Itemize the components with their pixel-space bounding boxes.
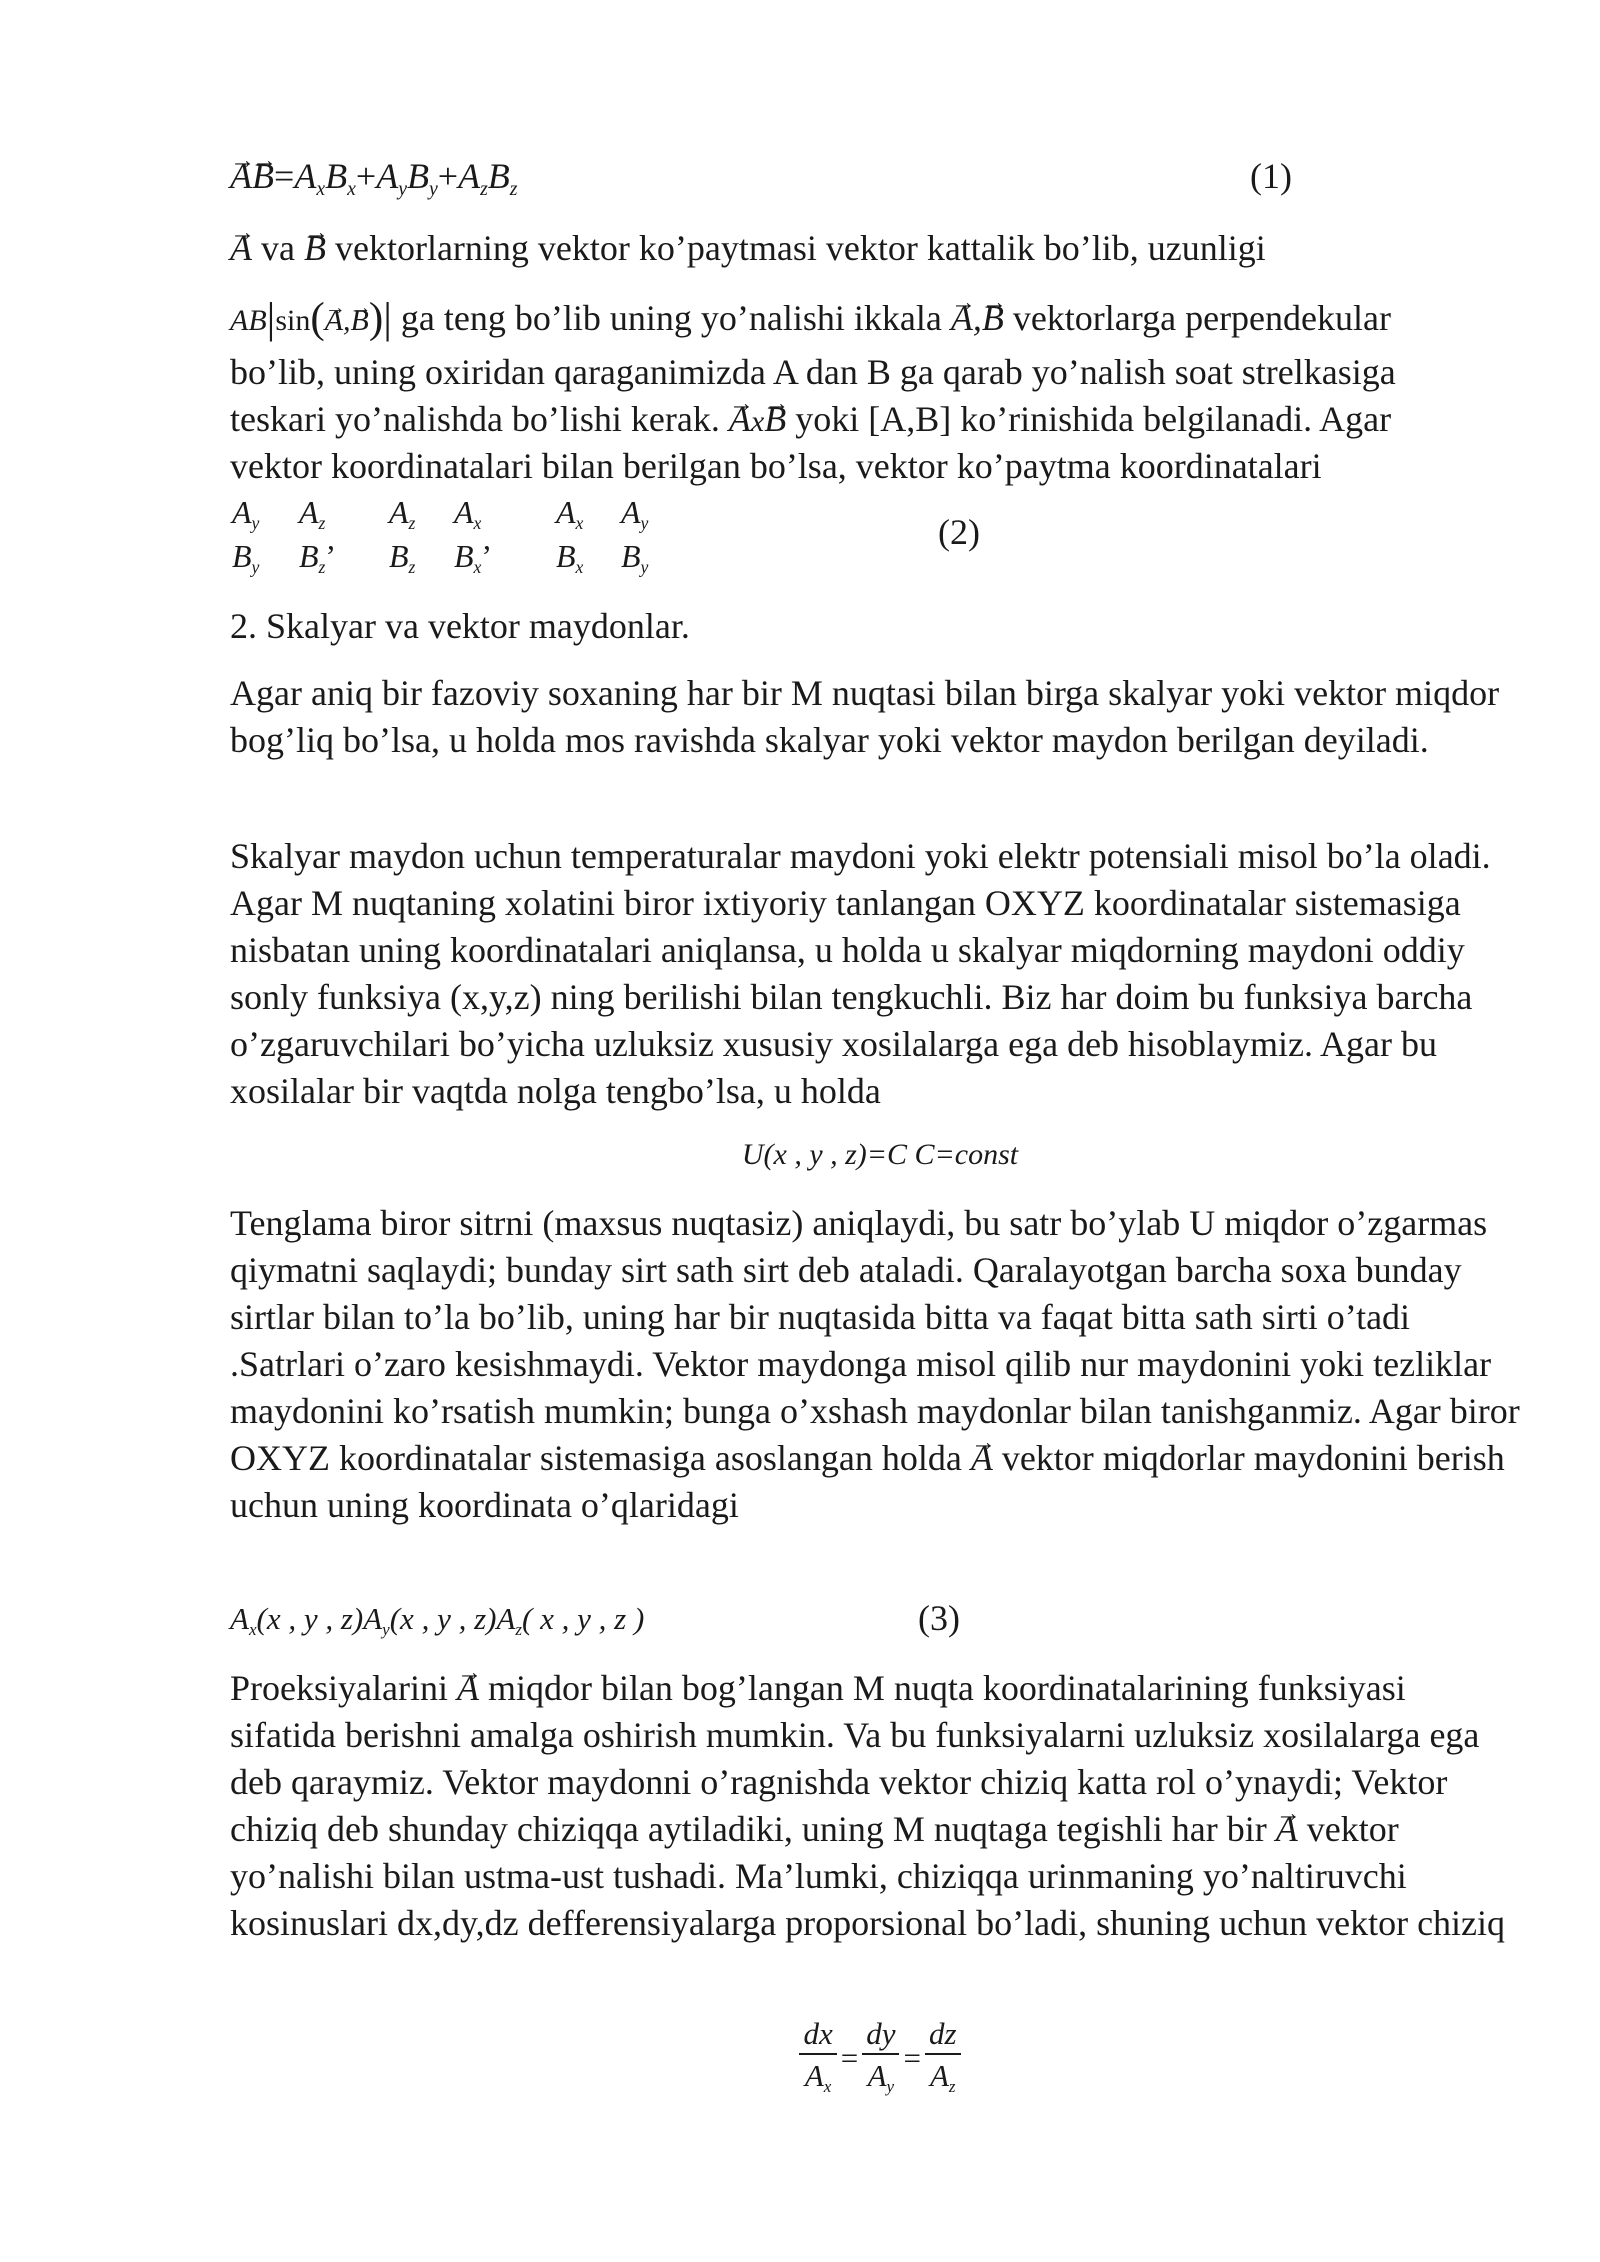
- args: ( x , y , z ): [522, 1601, 645, 1636]
- sub: x: [823, 2076, 832, 2096]
- text: yoki [A,B] ko’rinishida belgilanadi. Agar: [786, 399, 1392, 439]
- sub: y: [640, 557, 649, 578]
- equation-3: [230, 1595, 644, 1653]
- symbol: A: [621, 494, 641, 530]
- symbol: A: [454, 494, 474, 530]
- equals-sign: =: [274, 156, 295, 196]
- symbol: A: [556, 494, 576, 530]
- term-ax: A: [294, 156, 317, 196]
- text: vektorlarga perpendekular: [1003, 298, 1391, 338]
- text: miqdor bilan bog’langan M nuqta koordinatalarining funksiyasi sifatida berishni amalga oshirish mumkin. Va bu funksiyalarni uzluksiz xosilalarga ega deb qaraymiz. Vektor maydonni o’ragnishda vektor chiziq katta rol o’ynaydi; Vektor chiziq deb shunday chiziqqa aytiladiki, uning M nuqtaga tegishli har bir: [230, 1668, 1480, 1849]
- text: Tenglama biror sitrni (maxsus nuqtasiz) aniqlaydi, bu satr bo’ylab U miqdor o’zgarmas qiymatni saqlaydi; bunday sirt sath sirt deb ataladi. Qaralayotgan barcha soxa bunday sirtlar bilan to’la bo’lib, uning har bir nuqtasida bitta va faqat bitta sath sirti o’tadi .Satrlari o’zaro kesishmaydi. Vektor maydonga misol qilib nur maydonini yoki tezliklar maydonini ko’rsatish mumkin; bunga o’xshash maydonlar bilan tanishganmiz. Agar biror OXYZ koordinatalar sistemasiga asoslangan holda: [230, 1203, 1520, 1478]
- sub: x: [575, 557, 584, 578]
- text: Proeksiyalarini: [230, 1668, 457, 1708]
- abs-bar: |: [266, 295, 276, 343]
- symbol: B: [232, 538, 252, 574]
- text: ga teng bo’lib uning yo’nalishi ikkala: [391, 298, 951, 338]
- paragraph-length-line2: bo’lib, uning oxiridan qaraganimizda A dan B ga qarab yo’nalish soat strelkasiga: [230, 352, 1396, 392]
- sub: x: [575, 513, 584, 534]
- numerator: dz: [925, 2015, 961, 2055]
- abs-bar: |: [383, 295, 392, 343]
- vector-a: → A: [951, 295, 973, 342]
- equation-1-number: (1): [1250, 156, 1292, 196]
- sub: z: [318, 557, 326, 578]
- symbol: A: [389, 494, 409, 530]
- ab-product: AB: [230, 304, 267, 337]
- sub: z: [515, 1619, 523, 1639]
- symbol: A: [299, 494, 319, 530]
- equation-vector-line: [0, 2015, 1600, 2108]
- term-bz: B: [487, 156, 510, 196]
- vector-a: → A: [230, 153, 252, 200]
- vector-a: → A: [325, 297, 343, 344]
- sub: z: [509, 177, 518, 200]
- sub: y: [382, 1619, 390, 1639]
- comma: ,: [972, 298, 982, 338]
- symbol: A: [363, 1601, 383, 1636]
- symbol: B: [556, 538, 576, 574]
- denominator: A: [867, 2058, 887, 2093]
- sub: y: [428, 177, 438, 200]
- paragraph-vector-line: [230, 1665, 1520, 1947]
- sub: y: [251, 513, 260, 534]
- paren: ): [368, 295, 384, 343]
- sub: y: [640, 513, 649, 534]
- sub: y: [251, 557, 260, 578]
- paragraph-vector-product: [230, 225, 1266, 272]
- section-title: 2. Skalyar va vektor maydonlar.: [230, 606, 690, 646]
- symbol: B: [621, 538, 641, 574]
- numerator: dx: [799, 2015, 836, 2055]
- paragraph-fields-definition: Agar aniq bir fazoviy soxaning har bir M nuqtasi bilan birga skalyar yoki vektor miqdor bog’liq bo’lsa, u holda mos ravishda skalyar yoki vektor maydon berilgan deyiladi.: [230, 673, 1500, 760]
- text: vektor yo’nalishi bilan ustma-ust tushadi. Ma’lumki, chiziqqa urinmaning yo’naltiruvchi kosinuslari dx,dy,dz defferensiyalarga proporsional bo’ladi, shuning uchun vektor chiziq: [230, 1809, 1506, 1943]
- vector-b: → B: [304, 225, 326, 272]
- symbol: B: [299, 538, 319, 574]
- equation-2-number: (2): [938, 512, 980, 552]
- args: (x , y , z): [389, 1601, 497, 1636]
- cross-sign: x: [750, 405, 765, 438]
- symbol: A: [496, 1601, 516, 1636]
- sub: x: [473, 513, 482, 534]
- sin-function: sin: [275, 304, 311, 337]
- paragraph-length-line1: [230, 295, 1391, 344]
- paragraph-length-line3: [230, 396, 1391, 445]
- separator: ’: [481, 538, 493, 574]
- equation-1: [230, 153, 517, 213]
- equation-3-number: (3): [918, 1598, 960, 1638]
- equals-sign: =: [840, 2040, 859, 2076]
- text: vektorlarning vektor ko’paytmasi vektor kattalik bo’lib, uzunligi: [325, 228, 1266, 268]
- plus-sign: +: [437, 156, 459, 196]
- sub: z: [948, 2076, 956, 2096]
- vector-a: → A: [230, 225, 252, 272]
- sub: z: [318, 513, 326, 534]
- sub: y: [398, 177, 407, 200]
- vector-a: → A: [457, 1665, 479, 1712]
- paragraph-length-line4: vektor koordinatalari bilan berilgan bo’lsa, vektor ko’paytma koordinatalari: [230, 446, 1322, 486]
- vector-b: → B: [982, 295, 1004, 342]
- term-az: A: [458, 156, 481, 196]
- vector-b: → B: [764, 396, 786, 443]
- term-ay: A: [376, 156, 399, 196]
- term-by: B: [406, 156, 429, 196]
- sub: x: [316, 177, 326, 200]
- separator: ’: [325, 538, 337, 574]
- plus-sign: +: [355, 156, 377, 196]
- sub: z: [408, 513, 416, 534]
- sub: x: [347, 177, 356, 200]
- sub: x: [473, 557, 482, 578]
- symbol: A: [230, 1601, 249, 1636]
- vector-b: → B: [351, 297, 369, 344]
- sub: z: [408, 557, 416, 578]
- vector-b: → B: [252, 153, 274, 200]
- vector-a: → A: [729, 396, 751, 443]
- symbol: B: [389, 538, 409, 574]
- equation-level-surface: U(x , y , z)=C C=const: [741, 1138, 1019, 1171]
- text: va: [252, 228, 304, 268]
- sub: z: [480, 177, 488, 200]
- text: teskari yo’nalishda bo’lishi kerak.: [230, 399, 729, 439]
- fraction-dy: [862, 2015, 899, 2108]
- denominator: A: [804, 2058, 824, 2093]
- fraction-dx: [799, 2015, 836, 2108]
- comma: ,: [343, 304, 351, 337]
- fraction-dz: [925, 2015, 961, 2108]
- args: (x , y , z): [256, 1601, 364, 1636]
- sub: y: [886, 2076, 895, 2096]
- vector-a: → A: [1276, 1806, 1298, 1853]
- vector-a: → A: [971, 1435, 993, 1482]
- paragraph-level-surface: [230, 1200, 1520, 1529]
- equation-2-row-2: [232, 536, 648, 587]
- paren: (: [310, 295, 325, 343]
- symbol: B: [454, 538, 474, 574]
- denominator: A: [929, 2058, 949, 2093]
- term-bx: B: [325, 156, 348, 196]
- text: vektor miqdorlar maydonini berish uchun uning koordinata o’qlaridagi: [230, 1438, 1505, 1525]
- sub: x: [248, 1619, 257, 1639]
- equals-sign: =: [903, 2040, 921, 2076]
- symbol: A: [232, 494, 252, 530]
- paragraph-scalar-field: Skalyar maydon uchun temperaturalar maydoni yoki elektr potensiali misol bo’la oladi. Agar M nuqtaning xolatini biror ixtiyoriy tanlangan OXYZ koordinatalar sistemasiga nisbatan uning koordinatalari aniqlansa, u holda u skalyar miqdorning maydoni oddiy sonly funksiya (x,y,z) ning berilishi bilan tengkuchli. Biz har doim bu funksiya barcha o’zgaruvchilari bo’yicha uzluksiz xususiy xosilalarga ega deb hisoblaymiz. Agar bu xosilalar bir vaqtda nolga tengbo’lsa, u holda: [230, 836, 1491, 1111]
- numerator: dy: [862, 2015, 899, 2055]
